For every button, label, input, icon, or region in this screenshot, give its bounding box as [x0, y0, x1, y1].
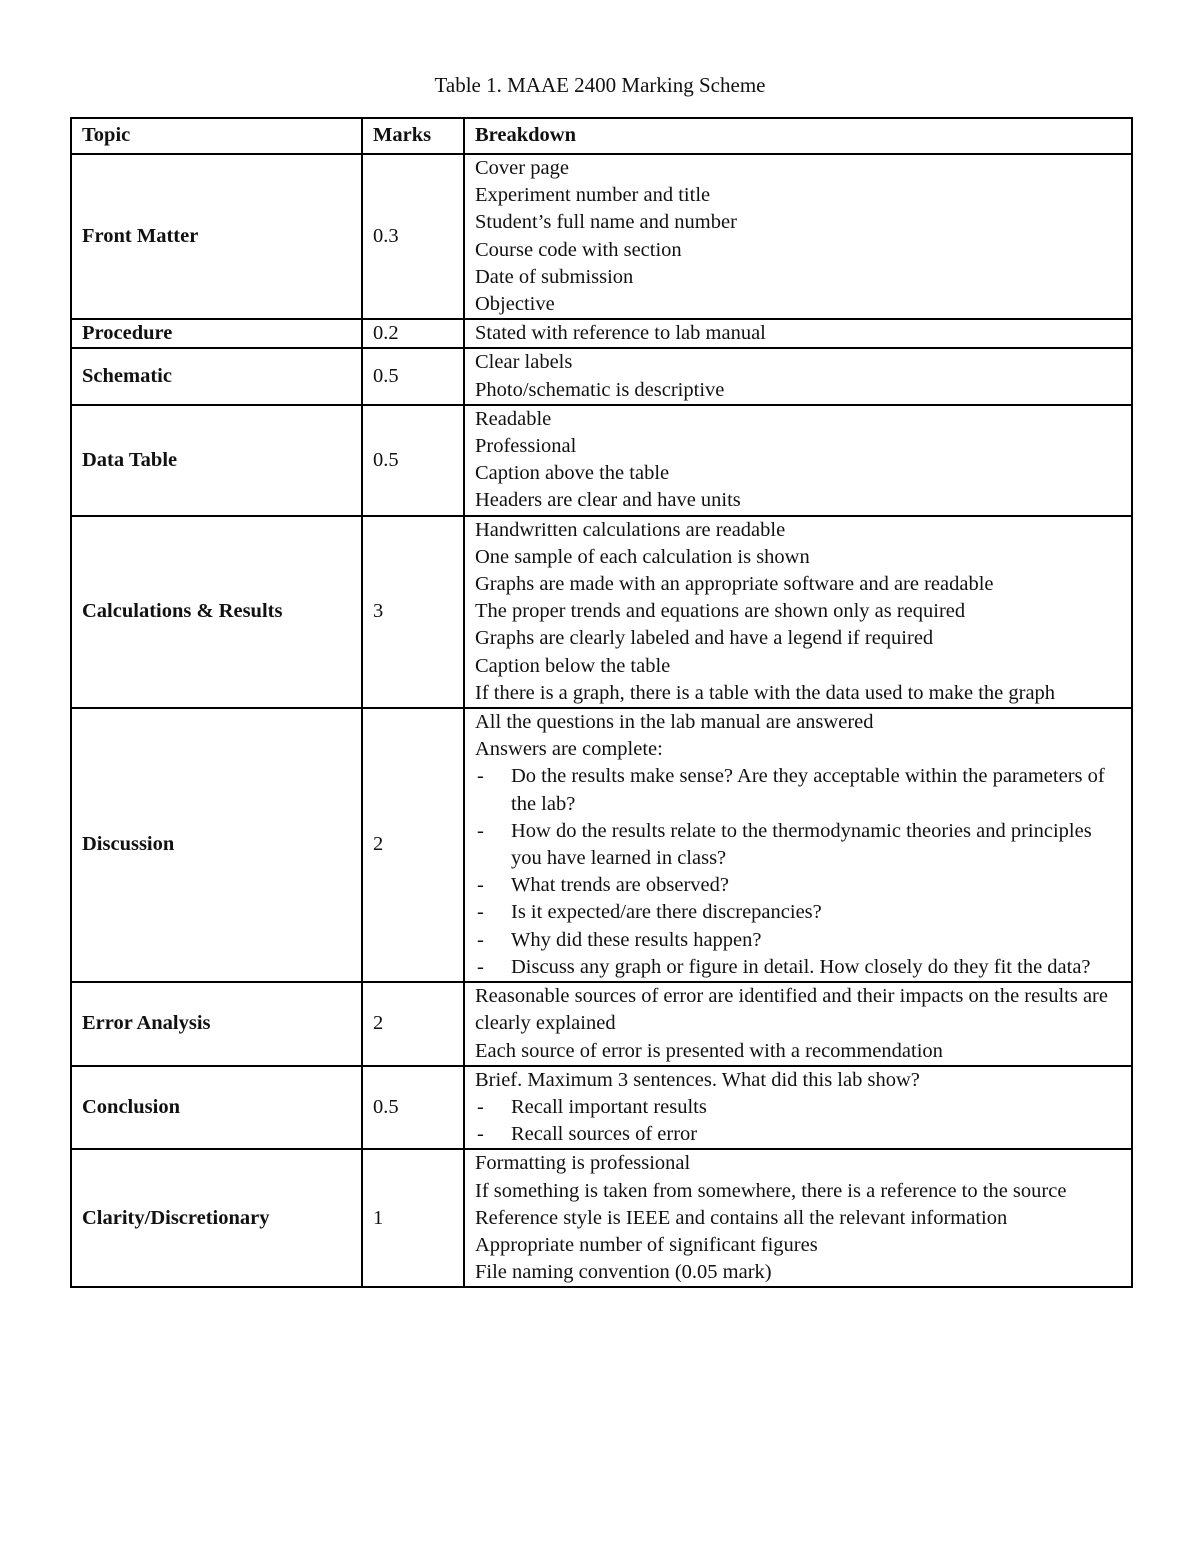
table-caption: Table 1. MAAE 2400 Marking Scheme	[434, 73, 766, 97]
breakdown-item: Experiment number and title	[475, 184, 711, 207]
marks-cell: 1	[362, 1149, 464, 1287]
marks-cell: 0.2	[362, 319, 464, 348]
breakdown-item: Objective	[475, 293, 555, 316]
breakdown-bullet-item	[475, 1094, 1121, 1121]
marks-cell: 0.5	[362, 405, 464, 516]
topic-cell: Clarity/Discretionary	[71, 1149, 362, 1287]
table-row	[71, 516, 1132, 708]
breakdown-item: Caption above the table	[475, 462, 670, 485]
bullet-dash: -	[477, 928, 484, 951]
breakdown-cell	[464, 348, 1132, 404]
marks-cell: 2	[362, 982, 464, 1066]
breakdown-item: Graphs are made with an appropriate software and are readable	[475, 573, 994, 596]
table-row	[71, 348, 1132, 404]
header-topic: Topic	[71, 118, 362, 154]
topic-cell: Calculations & Results	[71, 516, 362, 708]
table-row	[71, 319, 1132, 348]
bullet-dash: -	[477, 819, 484, 842]
breakdown-item: Caption below the table	[475, 654, 671, 677]
marks-cell: 2	[362, 708, 464, 982]
topic-cell: Procedure	[71, 319, 362, 348]
marking-scheme-table	[70, 117, 1133, 1288]
breakdown-item: Cover page	[475, 157, 569, 179]
topic-cell: Error Analysis	[71, 982, 362, 1066]
breakdown-item: Photo/schematic is descriptive	[475, 378, 725, 401]
breakdown-item: Appropriate number of significant figures	[475, 1233, 818, 1256]
breakdown-bullet-item	[475, 899, 1121, 926]
breakdown-item: File naming convention (0.05 mark)	[475, 1261, 772, 1284]
table-row	[71, 154, 1132, 319]
table-body	[71, 154, 1132, 1287]
breakdown-cell	[464, 405, 1132, 516]
header-breakdown: Breakdown	[464, 118, 1132, 154]
breakdown-bullet-item	[475, 954, 1121, 981]
bullet-text: Why did these results happen?	[511, 928, 762, 951]
breakdown-item: Formatting is professional	[475, 1152, 691, 1175]
breakdown-bullet-item	[475, 818, 1121, 872]
topic-cell: Data Table	[71, 405, 362, 516]
breakdown-item: Course code with section	[475, 238, 682, 261]
breakdown-item: All the questions in the lab manual are answered	[475, 711, 874, 734]
breakdown-cell	[464, 516, 1132, 708]
topic-cell: Conclusion	[71, 1066, 362, 1150]
bullet-text: Is it expected/are there discrepancies?	[511, 901, 822, 924]
breakdown-item: Handwritten calculations are readable	[475, 518, 786, 541]
bullet-dash: -	[477, 1095, 484, 1118]
breakdown-cell	[464, 708, 1132, 982]
breakdown-item: The proper trends and equations are shown only as required	[475, 600, 966, 623]
breakdown-item: Stated with reference to lab manual	[475, 322, 766, 345]
breakdown-bullet-item	[475, 927, 1121, 954]
breakdown-item: Headers are clear and have units	[475, 489, 741, 512]
table-row	[71, 982, 1132, 1066]
marks-cell: 0.5	[362, 348, 464, 404]
breakdown-item: Professional	[475, 435, 577, 458]
breakdown-item: Brief. Maximum 3 sentences. What did this lab show?	[475, 1068, 920, 1091]
header-marks: Marks	[362, 118, 464, 154]
breakdown-item: Clear labels	[475, 351, 573, 374]
breakdown-item: Answers are complete:	[475, 738, 663, 761]
bullet-dash: -	[477, 765, 484, 788]
table-row	[71, 405, 1132, 516]
table-row	[71, 1066, 1132, 1150]
bullet-dash: -	[477, 1123, 484, 1146]
bullet-text: Discuss any graph or figure in detail. How closely do they fit the data?	[511, 955, 1091, 978]
breakdown-item: One sample of each calculation is shown	[475, 545, 810, 568]
topic-cell: Schematic	[71, 348, 362, 404]
header-row	[71, 118, 1132, 154]
topic-cell: Front Matter	[71, 154, 362, 319]
bullet-dash: -	[477, 874, 484, 897]
table-row	[71, 708, 1132, 982]
bullet-text: Recall sources of error	[511, 1123, 698, 1146]
breakdown-item: Date of submission	[475, 265, 634, 288]
bullet-dash: -	[477, 955, 484, 978]
breakdown-item: Each source of error is presented with a recommendation	[475, 1039, 943, 1062]
bullet-text: How do the results relate to the thermodynamic theories and principles you have learned in class?	[511, 819, 1092, 870]
breakdown-cell	[464, 982, 1132, 1066]
marks-cell: 0.3	[362, 154, 464, 319]
breakdown-cell	[464, 1066, 1132, 1150]
breakdown-cell	[464, 319, 1132, 348]
breakdown-item: Reference style is IEEE and contains all the relevant information	[475, 1206, 1008, 1229]
bullet-text: Recall important results	[511, 1095, 707, 1118]
bullet-dash: -	[477, 901, 484, 924]
breakdown-cell	[464, 154, 1132, 319]
breakdown-bullet-item	[475, 872, 1121, 899]
marks-cell: 3	[362, 516, 464, 708]
table-row	[71, 1149, 1132, 1287]
breakdown-item: Readable	[475, 407, 552, 430]
breakdown-bullet-item	[475, 763, 1121, 817]
breakdown-bullet-item	[475, 1121, 1121, 1148]
breakdown-item: Reasonable sources of error are identified and their impacts on the results are clearly explained	[475, 985, 1108, 1035]
marks-cell: 0.5	[362, 1066, 464, 1150]
breakdown-cell	[464, 1149, 1132, 1287]
breakdown-item: Student’s full name and number	[475, 211, 737, 234]
bullet-text: What trends are observed?	[511, 874, 729, 897]
topic-cell: Discussion	[71, 708, 362, 982]
breakdown-item: If there is a graph, there is a table with the data used to make the graph	[475, 681, 1056, 704]
breakdown-item: Graphs are clearly labeled and have a legend if required	[475, 627, 934, 650]
breakdown-item: If something is taken from somewhere, there is a reference to the source	[475, 1179, 1067, 1202]
bullet-text: Do the results make sense? Are they acceptable within the parameters of the lab?	[511, 765, 1105, 815]
